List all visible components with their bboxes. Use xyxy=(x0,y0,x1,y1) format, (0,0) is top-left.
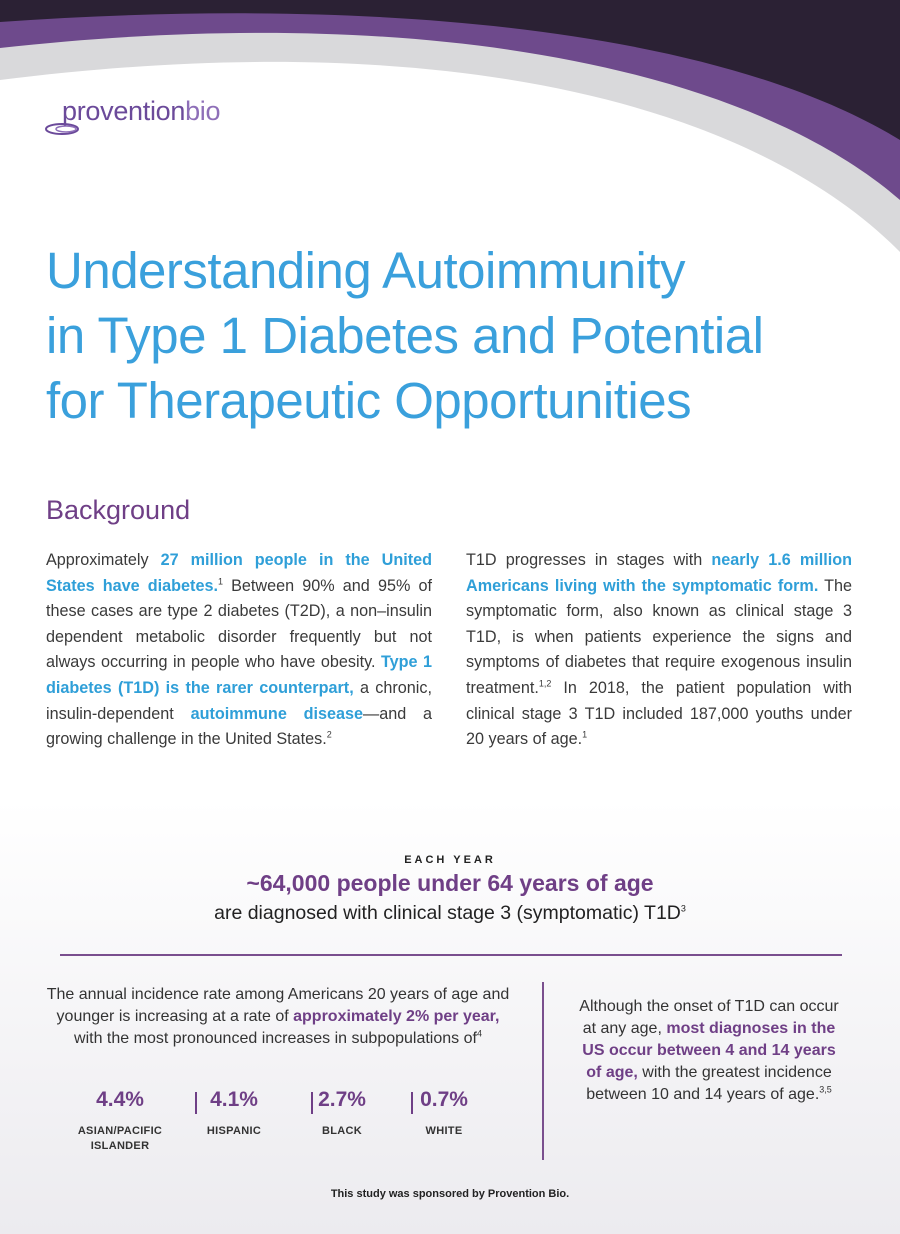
stat-black: 2.7% BLACK xyxy=(318,1088,366,1137)
sponsor-note: This study was sponsored by Provention Bio. xyxy=(330,1188,570,1200)
section-divider xyxy=(60,954,842,956)
callout-eyebrow: EACH YEAR xyxy=(404,854,496,866)
stat-asian-pacific-islander: 4.4% ASIAN/PACIFIC ISLANDER xyxy=(77,1088,163,1152)
column-divider xyxy=(542,982,544,1160)
background-paragraph-left: Approximately 27 million people in the United States have diabetes.$^1$ Between 90% and 95% of these cases are type 2 diabetes (T2D), a non–insulin dependent metabolic disorder frequently but not always occurring in people who have obesity. Type 1 diabetes (T1D) is the rarer counterpart, a chronic, insulin-dependent autoimmune disease—and a growing challenge in the United States.$^2$ xyxy=(46,551,432,749)
stat-hispanic: 4.1% HISPANIC xyxy=(206,1088,262,1137)
incidence-text: The annual incidence rate among Americans 20 years of age and younger is increasing at a rate of approximately 2% per year, with the most pronounced increases in subpopulations $of^4$ xyxy=(46,986,510,1047)
incidence-stats xyxy=(50,1088,520,1168)
callout-subtext: are diagnosed with clinical stage 3 (symptomatic) $T1D^3$ xyxy=(214,902,686,924)
section-heading-background: Background xyxy=(46,495,191,525)
logo-wordmark: proventionbio xyxy=(62,96,221,126)
onset-text: Although the onset of T1D can occur at any age, most diagnoses in the US occur between 4 and 14 years of age, with the greatest incidence between 10 and 14 years of age.$^{3,5}$ xyxy=(579,998,839,1103)
stat-white: 0.7% WHITE xyxy=(420,1088,468,1137)
page-title: Understanding Autoimmunity in Type 1 Diabetes and Potential for Therapeutic Opportunities xyxy=(46,242,764,429)
callout-stat: ~64,000 people under 64 years of age xyxy=(246,870,654,896)
background-paragraph-right: T1D progresses in stages with nearly 1.6 million Americans living with the symptomatic form. The symptomatic form, also known as clinical stage 3 T1D, is when patients experience the signs and symptoms of diabetes that require exogenous insulin treatment.$^{1,2}$ In 2018, the patient population with clinical stage 3 T1D included 187,000 youths under 20 years of age.$^1$ xyxy=(466,551,852,749)
